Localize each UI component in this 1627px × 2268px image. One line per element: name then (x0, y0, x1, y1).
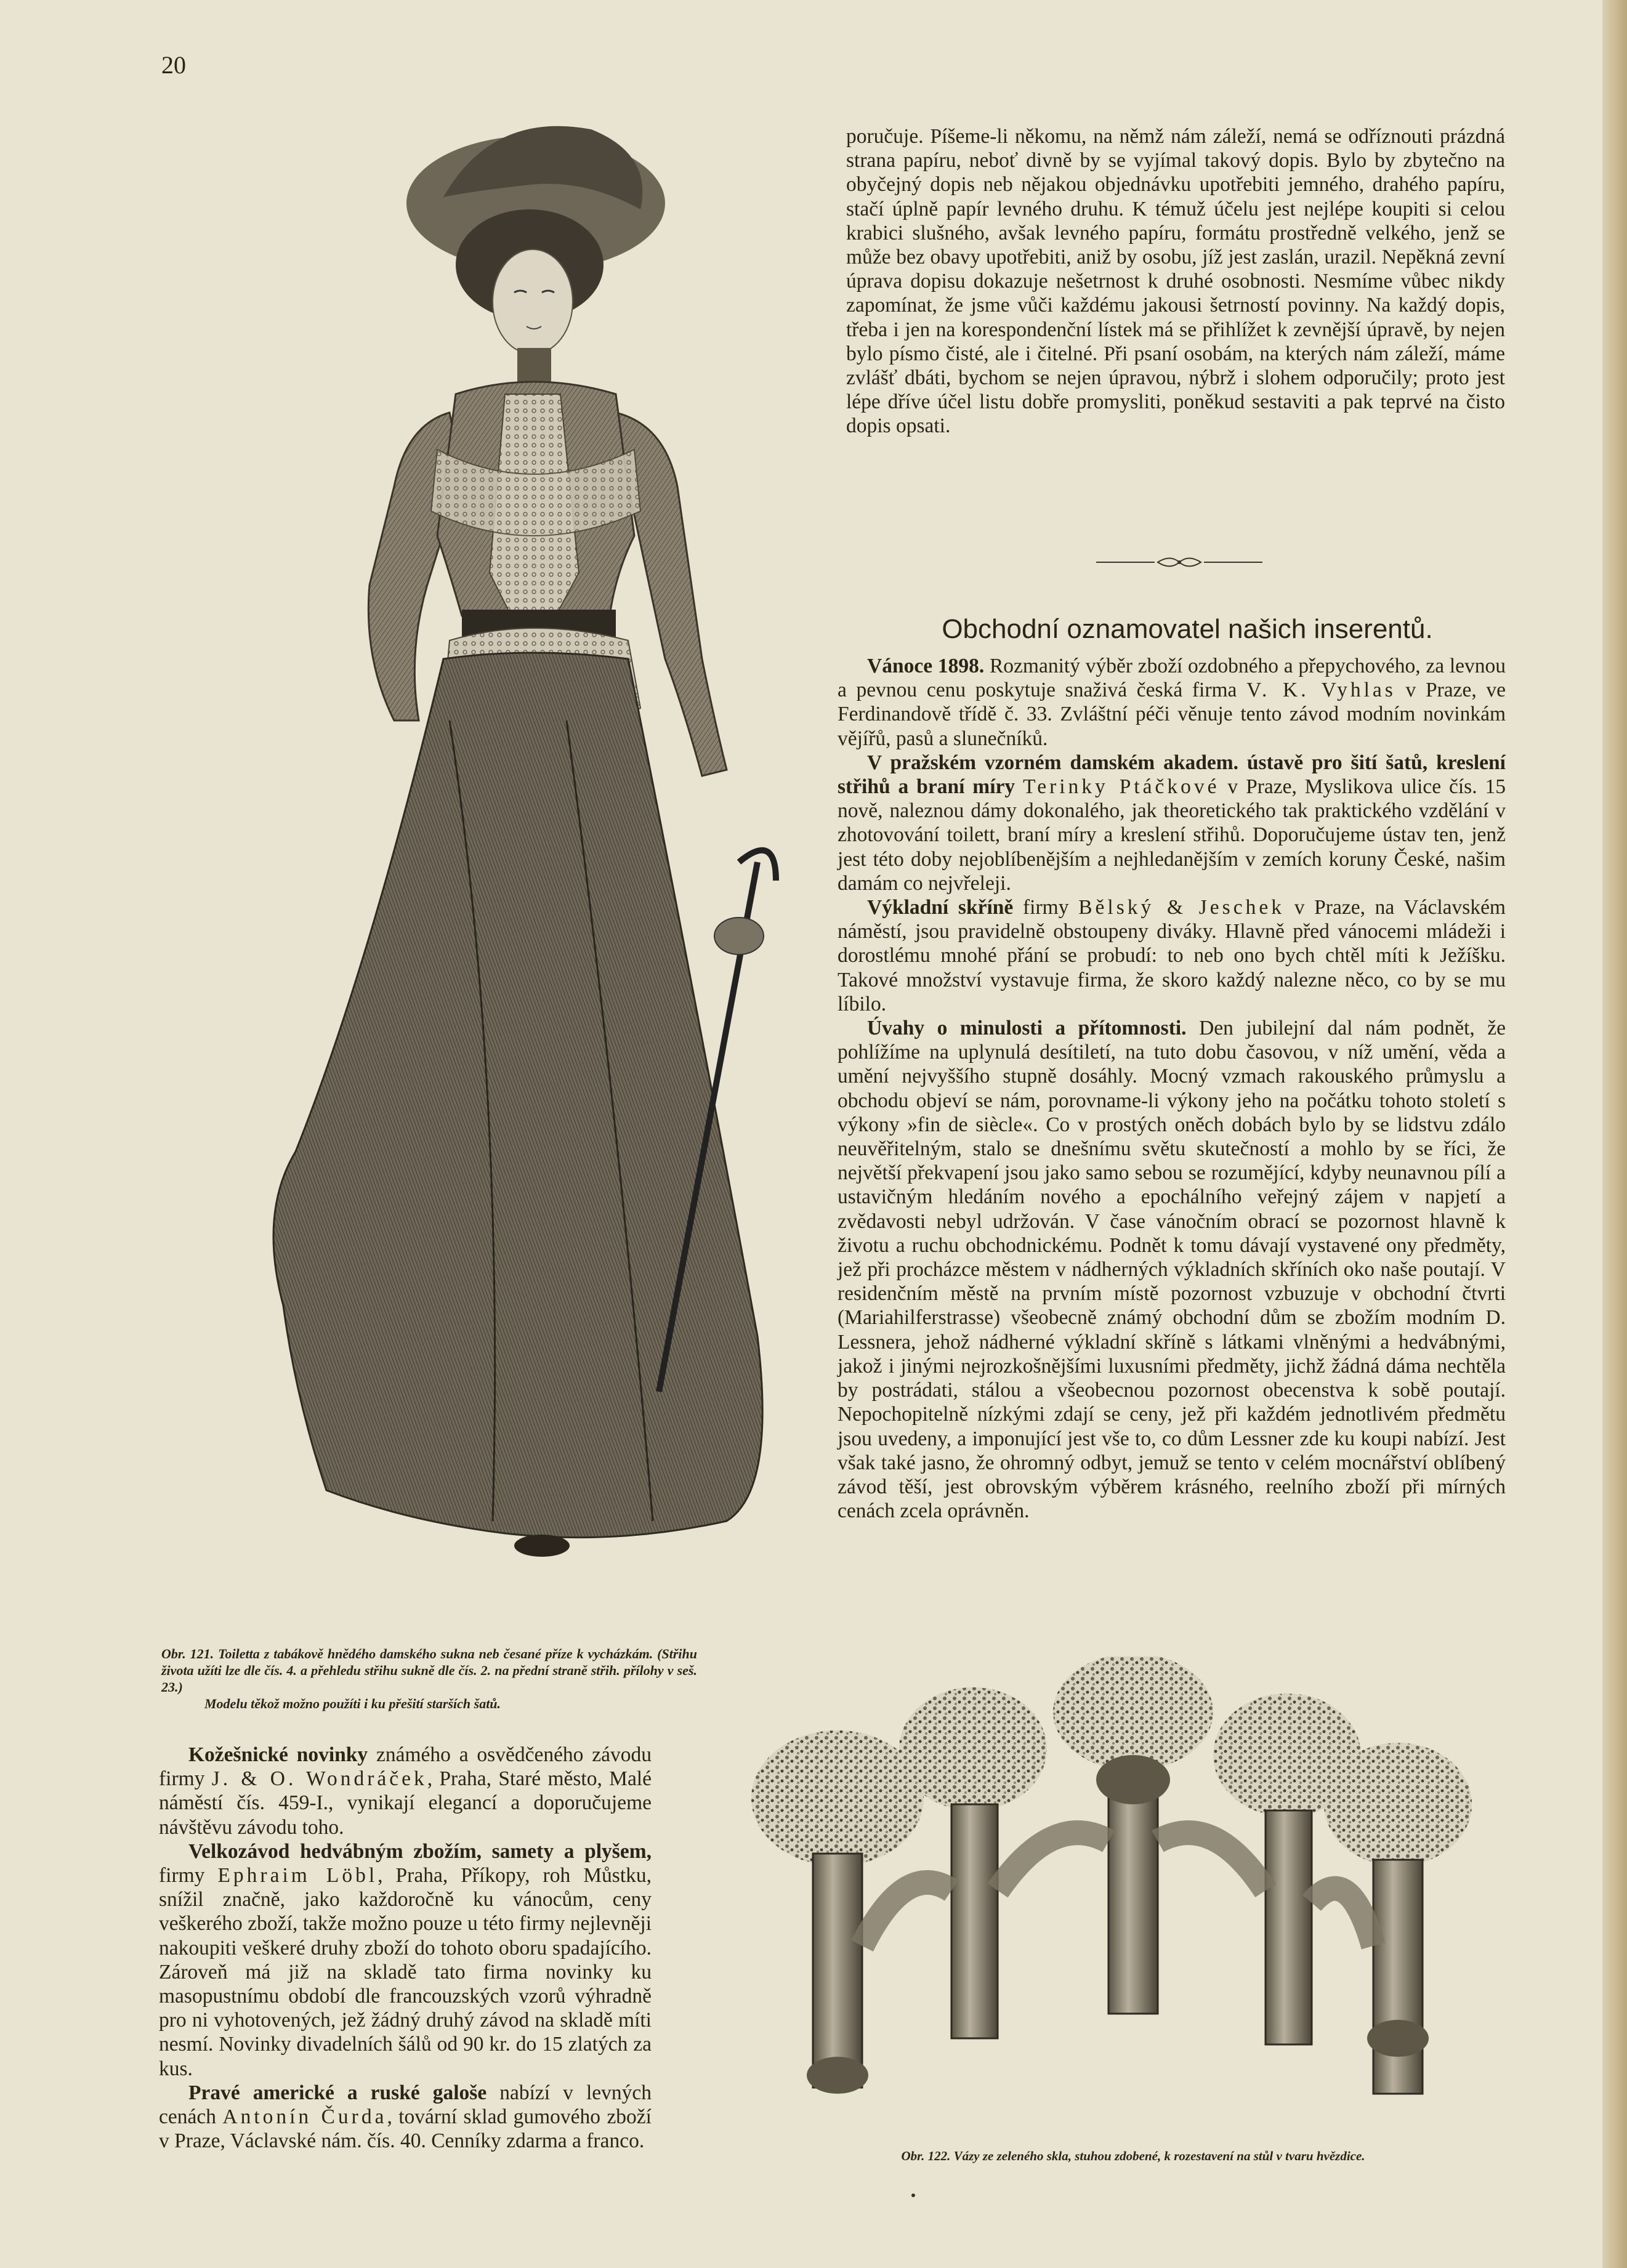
ornament-divider (1096, 553, 1262, 571)
article-continuation (846, 124, 1505, 438)
ads-right-column (838, 654, 1506, 1523)
page-number: 20 (161, 51, 186, 79)
figure-121-caption: Obr. 121. Toiletta z tabákově hnědého damského sukna neb česané příze k vycházkám. (Střihu života užíti lze dle čís. 4. a přehledu střihu sukně dle čís. 2. na přední straně střih. přílohy v seš. 23.) Modelu těkož možno použíti i ku přešití starších šatů. (161, 1646, 697, 1711)
flower-vases-illustration (745, 1657, 1496, 2149)
article-reflections: Úvahy o minulosti a přítomnosti. Den jubilejní dal nám podnět, že pohlížíme na uplynulá desítiletí, na tuto dobu časovou, v níž umění, věda a umění nejvyššího stupně dosáhly. Mocný vzmach rakouského průmyslu a obchodu objeví se nám, porovname-li výkony jeho na počátku tohoto století s výkony »fin de siècle«. Co v prostých oněch dobách bylo by se lidstvu zdálo neuvěřitelným, stalo se dnešnímu světu skutečností a mohlo by se říci, že největší překvapení jsou jako samo sebou se rozumějící, kdyby neunavnou pílí a ustavičným hledáním nového a epochálního veřejný zájem v napjetí a zvědavosti nebyl udržován. V čase vánočním obrací se pozornost hlavně k životu a ruchu obchodnickému. Podnět k tomu dávají vystavené ony předměty, jež při procházce městem v nádherných výkladních skříních oko naše poutají. V residenčním městě na prvním místě pozornost vzbuzuje v obchodní čtvrti (Mariahilferstrasse) všeobecně známý obchodní dům se zbožím modním D. Lessnera, jehož nádherné výkladní skříně s látkami vlněnými a hedvábnými, jakož i jinými nejrozkošnějšími luxusními předměty, jichž žádná dáma nechtěla by postrádati, stálou a všeobecnou pozornost obecenstva k sobě poutají. Nepochopitelně nízkými zdají se ceny, jež při každém jednotlivém předmětu jsou uvedeny, a imponující jest vše to, co dům Lessner zde ku koupi nabízí. Jest však také jasno, že ohromný odbyt, jemuž se tento v celém mocnářství oblíbený závod těší, jest obrovským výběrem krásného, reelního zboží při mírných cenách zcela oprávněn. (838, 1017, 1506, 1523)
ad-curda: Pravé americké a ruské galoše nabízí v levných cenách Antonín Čurda, tovární sklad gumového zboží v Praze, Václavské nám. čís. 40. Cenníky zdarma a franco. (159, 2081, 652, 2153)
ad-lobl: Velkozávod hedvábným zbožím, samety a plyšem, firmy Ephraim Löbl, Praha, Příkopy, roh Můstku, snížil značně, jako každoročně ku vánocům, ceny veškerého zboží, takže možno pouze u této firmy nejlevněji nakoupiti veškeré druhy zboží do tohoto oboru spadajícího. Zároveň má již na skladě tato firma novinky ku masopustnímu období dle francouzských vzorů výhradně pro ni vyhotovených, jež žádný druhý závod na skladě míti nesmí. Novinky divadelních šálů od 90 kr. do 15 zlatých za kus. (159, 1839, 652, 2080)
page-edge (1602, 0, 1627, 2268)
ad-vyhlas: Vánoce 1898. Rozmanitý výběr zboží ozdobného a přepychového, za levnou a pevnou cenu poskytuje snaživá česká firma V. K. Vyhlas v Praze, ve Ferdinandově třídě č. 33. Zvláštní péči věnuje tento závod modním novinkám vějířů, pasů a slunečníků. (838, 655, 1506, 750)
fashion-figure-illustration (185, 105, 844, 1607)
ad-ptackova: V pražském vzorném damském akadem. ústavě pro šití šatů, kreslení střihů a braní míry Terinky Ptáčkové v Praze, Myslikova ulice čís. 15 nově, naleznou dámy dokonalého, jak theoretického tak praktického vzdělání v zhotovování toilett, braní míry a kreslení střihů. Doporučujeme ústav ten, jenž jest této doby nejoblíbenějším a nejhledanějším v zemích koruny České, našim damám co nejvřeleji. (838, 751, 1506, 895)
section-heading: Obchodní oznamovatel našich inserentů. (942, 614, 1433, 644)
ad-belsky-jeschek: Výkladní skříně firmy Bělský & Jeschek v Praze, na Václavském náměstí, jsou pravidelně obstoupeny diváky. Hlavně před vánocemi mládeži i dorostlému mnohé přání se probudí: to neb ono bych chtěl míti k Ježíšku. Takové množství vystavuje firma, že skoro každý nalezne něco, co by se mu líbilo. (838, 896, 1506, 1015)
figure-122-caption: Obr. 122. Vázy ze zeleného skla, stuhou zdobené, k rozestavení na stůl v tvaru hvězdice. (901, 2149, 1365, 2163)
ads-left-column (159, 1743, 652, 2153)
dot-mark (911, 2193, 915, 2197)
ad-wondracek: Kožešnické novinky známého a osvědčeného závodu firmy J. & O. Wondráček, Praha, Staré město, Malé náměstí čís. 459-I., vynikají elegancí a doporučujeme návštěvu závodu toho. (159, 1743, 652, 1839)
article-text: poručuje. Píšeme-li někomu, na němž nám záleží, nemá se odříznouti prázdná strana papíru, neboť divně by se vyjímal takový dopis. Bylo by zbytečno na obyčejný dopis neb nějakou objednávku upotřebiti jemného, drahého papíru, stačí úplně papír levného druhu. K témuž účelu jest nejlépe koupiti si celou krabici slušného, avšak levného papíru, formátu prostředně velkého, jenž se může bez obavy upotřebiti, aniž by osobu, jíž jest zaslán, urazil. Nepěkná zevní úprava dopisu dokazuje nešetrnost k druhé osobnosti. Nesmíme vůbec nikdy zapomínat, že jsme vůči každému jakousi šetrností povinny. Na každý dopis, třeba i jen na korespondenční lístek má se přihlížet k zevnější úpravě, by nejen bylo písmo čisté, ale i čitelné. Při psaní osobám, na kterých nám záleží, máme zvlášť dbáti, bychom se nejen úpravou, nýbrž i slohem odporučily; proto jest lépe dříve účel listu dobře promysliti, poněkud sestaviti a pak teprvé na čisto dopis opsati. (846, 125, 1505, 438)
